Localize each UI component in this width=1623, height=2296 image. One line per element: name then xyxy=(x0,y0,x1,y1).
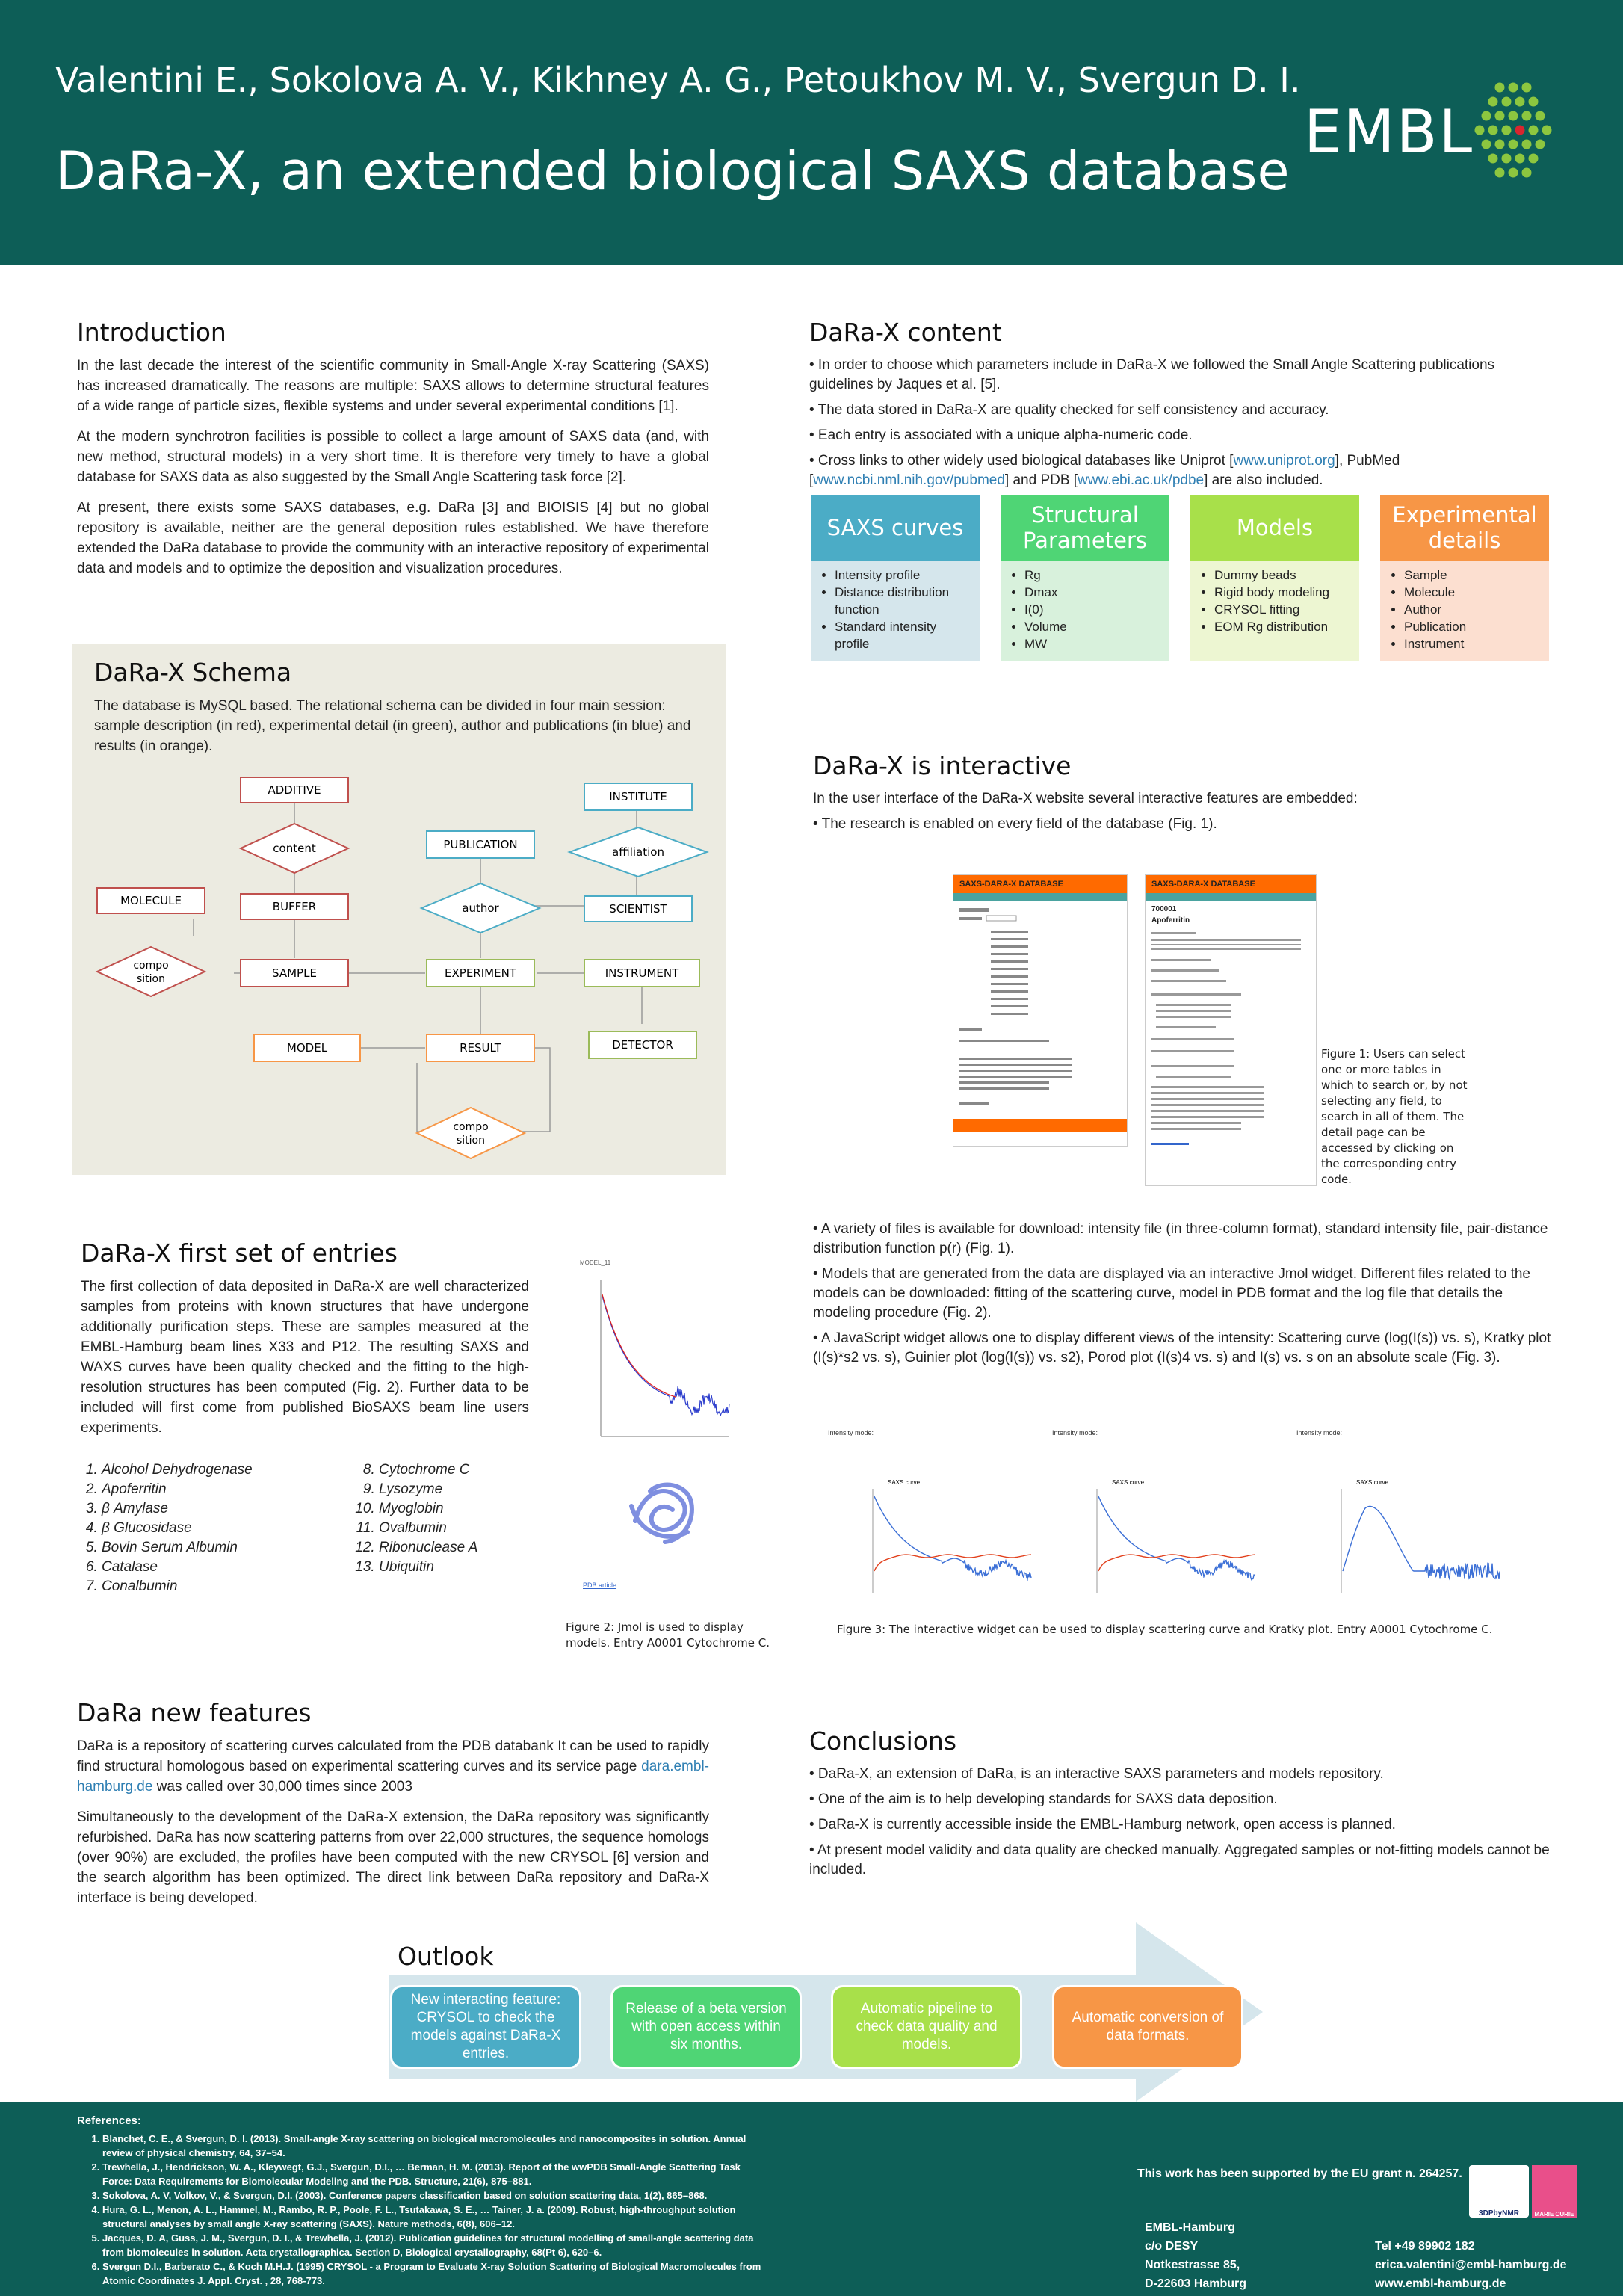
category-title: Structural Parameters xyxy=(1001,495,1169,561)
logo-dot xyxy=(1482,140,1491,149)
address-line: D-22603 Hamburg xyxy=(1145,2277,1247,2290)
er-node-scientist xyxy=(584,896,692,922)
address-line: Notkestrasse 85, xyxy=(1145,2259,1240,2271)
jmol-protein-model-icon xyxy=(620,1469,710,1551)
er-node-affiliation xyxy=(569,827,707,877)
er-node-label: MODEL xyxy=(286,1041,328,1055)
er-node-detector xyxy=(589,1031,696,1058)
protein-list-item: 5. Bovin Serum Albumin xyxy=(102,1538,347,1558)
figure-1-caption: Figure 1: Users can select one or more tables in which to search or, by not selecting any field, to search in all of them. The detail page can be accessed by clicking on the corresponding entry code. xyxy=(1321,1047,1468,1186)
er-node-additive xyxy=(241,777,348,803)
er-node-label: compo xyxy=(453,1121,489,1133)
logo-dot xyxy=(1536,140,1545,149)
category-card xyxy=(1001,495,1169,661)
conclusion-bullet: • DaRa-X, an extension of DaRa, is an interactive SAXS parameters and models repository. xyxy=(809,1766,1384,1782)
interactive-bullets xyxy=(813,1220,1553,1374)
scattering-series xyxy=(1343,1507,1500,1579)
category-title: SAXS curves xyxy=(811,495,980,561)
intensity-plot xyxy=(828,1429,1045,1599)
protein-list-item: 9. Lysozyme xyxy=(379,1480,549,1499)
logo-dot xyxy=(1515,126,1525,135)
logo-dot xyxy=(1529,126,1539,135)
reference-item: 5. Jacques, D. A, Guss, J. M., Svergun, D. I., & Trewhella, J. (2012). Publication guidelines for structural modelling of small-angle scattering data from biomolecules in solution. Acta crystallographica. Section D, Biological crystallography, 68(Pt 6), 620–6. xyxy=(102,2231,764,2259)
uniprot-link[interactable]: www.uniprot.org xyxy=(1233,453,1335,469)
protein-list-item: 2. Apoferritin xyxy=(102,1480,347,1499)
new-features-section xyxy=(77,1698,709,1919)
logo-dot xyxy=(1509,140,1518,149)
entries-heading: DaRa-X first set of entries xyxy=(81,1238,398,1268)
contact-line: Tel +49 89902 182 xyxy=(1375,2240,1475,2253)
entry-name: Apoferritin xyxy=(1151,916,1190,925)
address-block xyxy=(1145,2218,1246,2293)
logo-dot xyxy=(1488,97,1498,107)
scattering-series xyxy=(1098,1496,1255,1580)
figure-3-caption: Figure 3: The interactive widget can be used to display scattering curve and Kratky plot. Entry A0001 Cytochrome C. xyxy=(837,1623,1493,1636)
logo-dot xyxy=(1515,97,1525,107)
logo-dot xyxy=(1495,168,1505,178)
er-node-label: RESULT xyxy=(460,1041,501,1055)
funding-note: This work has been supported by the EU grant n. 264257. xyxy=(1137,2167,1462,2180)
pdbe-link[interactable]: www.ebi.ac.uk/pdbe xyxy=(1078,472,1205,488)
detail-page-screenshot xyxy=(1145,874,1317,1186)
figure-2-caption: Figure 2: Jmol is used to display models. Entry A0001 Cytochrome C. xyxy=(566,1620,770,1650)
intro-paragraph: At present, there exists some SAXS databases, e.g. DaRa [3] and BIOISIS [4] but no global repository is available, neither are the general deposition rules established. We have therefore extended the DaRa database to provide the community with an interactive repository of experimental data and models and to optimize the deposition and visualization procedures. xyxy=(77,500,709,576)
logo-dot xyxy=(1495,111,1505,121)
protein-list-item: 12. Ribonuclease A xyxy=(379,1538,549,1558)
logo-dot xyxy=(1522,83,1532,93)
search-form-sketch xyxy=(953,901,1127,1132)
content-bullet: • In order to choose which parameters include in DaRa-X we followed the Small Angle Scattering publications guidelines by Jaques et al. [5]. xyxy=(809,357,1495,392)
address-line: EMBL-Hamburg xyxy=(1145,2221,1235,2234)
entry-code: 700001 xyxy=(1151,905,1177,913)
intensity-mode-label: Intensity mode: xyxy=(1296,1429,1343,1436)
intro-paragraph: In the last decade the interest of the scientific community in Small-Angle X-ray Scattering (SAXS) has increased dramatically. The reasons are multiple: SAXS allows to determine structural features of a wide range of particle sizes, flexible systems and under several experimental conditions [1]. xyxy=(77,358,709,414)
interactive-bullet: • Models that are generated from the data are displayed via an interactive Jmol widget. Different files related to the models can be downloaded: fitting of the scattering curve, model in PDB format and the log file that details the modeling procedure (Fig. 2). xyxy=(813,1266,1530,1321)
logo-dot xyxy=(1522,168,1532,178)
protein-list-left xyxy=(78,1460,347,1596)
outlook-item: Automatic conversion of data formats. xyxy=(1052,1985,1243,2069)
er-node-label: sition xyxy=(456,1135,486,1147)
category-item: • Volume xyxy=(1024,618,1162,635)
category-item: • I(0) xyxy=(1024,601,1162,618)
pubmed-link[interactable]: www.ncbi.nml.nih.gov/pubmed xyxy=(813,472,1005,488)
content-section xyxy=(809,318,1553,496)
logo-dot xyxy=(1529,97,1539,107)
logo-dot xyxy=(1502,126,1512,135)
category-item: • Rg xyxy=(1024,567,1162,584)
protein-list-item: 6. Catalase xyxy=(102,1558,347,1577)
er-node-publication xyxy=(427,831,534,858)
interactive-bullet: • A variety of files is available for download: intensity file (in three-column format), standard intensity file, pair-distance distribution function p(r) (Fig. 1). xyxy=(813,1221,1548,1256)
interactive-heading: DaRa-X is interactive xyxy=(813,751,1072,780)
address-line: c/o DESY xyxy=(1145,2240,1199,2253)
er-node-label: DETECTOR xyxy=(612,1038,673,1052)
er-node-label: sition xyxy=(136,973,166,985)
category-title: Experimental details xyxy=(1380,495,1549,561)
er-node-label: affiliation xyxy=(612,845,664,859)
plot-canvas xyxy=(828,1436,1045,1593)
introduction-section xyxy=(77,318,709,589)
er-node-experiment xyxy=(427,960,534,987)
protein-list-item: 13. Ubiquitin xyxy=(379,1558,549,1577)
screenshot-title: SAXS-DARA-X DATABASE xyxy=(953,875,1127,893)
outlook-item: Release of a beta version with open access within six months. xyxy=(610,1985,802,2069)
er-node-molecule xyxy=(97,888,205,913)
er-node-author xyxy=(421,883,540,933)
protein-list-item: 4. β Glucosidase xyxy=(102,1519,347,1538)
logo-dot xyxy=(1502,154,1512,164)
conclusions-section xyxy=(809,1726,1553,1886)
contact-line[interactable]: erica.valentini@embl-hamburg.de xyxy=(1375,2259,1567,2271)
category-item: • Dummy beads xyxy=(1214,567,1352,584)
protein-list-item: 3. β Amylase xyxy=(102,1499,347,1519)
logo-dot xyxy=(1542,126,1552,135)
search-page-screenshot xyxy=(953,874,1128,1147)
references-heading: References: xyxy=(77,2114,141,2127)
protein-list-item: 1. Alcohol Dehydrogenase xyxy=(102,1460,347,1480)
category-item: • Publication xyxy=(1404,618,1542,635)
er-node-sample xyxy=(241,960,348,987)
3dpbynmr-logo: 3DPbyNMR xyxy=(1469,2165,1529,2218)
references-list xyxy=(77,2132,764,2288)
er-node-label: compo xyxy=(133,960,169,972)
contact-block xyxy=(1375,2237,1567,2293)
category-item: • Rigid body modeling xyxy=(1214,584,1352,601)
reference-item: 1. Blanchet, C. E., & Svergun, D. I. (2013). Small-angle X-ray scattering on biological macromolecules and nanocomposites in solution. Annual review of physical chemistry, 64, 37–54. xyxy=(102,2132,764,2160)
protein-list-right xyxy=(355,1460,549,1577)
embl-logo-text: EMBL xyxy=(1304,97,1474,167)
reference-item: 6. Svergun D.I., Barberato C., & Koch M.H.J. (1995) CRYSOL - a Program to Evaluate X-ray Solution Scattering of Biological Macromolecules from Atomic Coordinates J. Appl. Cryst. , 28, 768-773. xyxy=(102,2259,764,2288)
category-item: • Dmax xyxy=(1024,584,1162,601)
er-node-label: author xyxy=(462,901,499,915)
reference-item: 2. Trewhella, J., Hendrickson, W. A., Kleywegt, G.J., Svergun, D.I., … Berman, H. M. (2013). Report of the wwPDB Small-Angle Scattering Task Force: Data Requirements for Biomolecular Modeling and the PDB. Structure, 21(6), 875–881. xyxy=(102,2160,764,2188)
poster-title: DaRa-X, an extended biological SAXS database xyxy=(55,141,1290,202)
marie-curie-logo: MARIE CURIE xyxy=(1532,2165,1577,2218)
category-item: • Author xyxy=(1404,601,1542,618)
new-features-paragraph: Simultaneously to the development of the DaRa-X extension, the DaRa repository was significantly refurbished. DaRa has now scattering patterns from over 22,000 structures, the sequence homologs (over 90%) are excluded, the profiles have been computed with the new CRYSOL [6] version and the search algorithm has been optimized. The direct link between DaRa repository and DaRa-X interface is being developed. xyxy=(77,1809,709,1906)
interactive-bullet: • The research is enabled on every field of the database (Fig. 1). xyxy=(813,816,1217,832)
er-node-label: content xyxy=(273,842,316,855)
er-node-buffer xyxy=(241,894,348,919)
logo-dot xyxy=(1509,111,1518,121)
er-node-instrument xyxy=(584,960,699,987)
logo-dot xyxy=(1522,140,1532,149)
reference-item: 3. Sokolova, A. V, Volkov, V., & Svergun, D.I. (2003). Conference papers classification based on solution scattering data, 1(2), 865–868. xyxy=(102,2188,764,2203)
protein-list-item: 10. Myoglobin xyxy=(379,1499,549,1519)
conclusions-heading: Conclusions xyxy=(809,1726,957,1756)
new-features-paragraph: DaRa is a repository of scattering curves calculated from the PDB databank It can be used to rapidly find structural homologous based on experimental scattering curves and its service page dara.embl-hamburg.de was called over 30,000 times since 2003 xyxy=(77,1738,709,1794)
category-item: • Standard intensity profile xyxy=(835,618,972,652)
category-item: • Sample xyxy=(1404,567,1542,584)
logo-dot xyxy=(1475,126,1485,135)
embl-hexagon-logo-icon xyxy=(1457,71,1569,191)
intro-paragraph: At the modern synchrotron facilities is possible to collect a large amount of SAXS data (and, with new method, structural models) in a very short time. It is therefore very timely to have a global database for SAXS data as also suggested by the Small Angle Scattering task force [2]. xyxy=(77,429,709,485)
category-title: Models xyxy=(1190,495,1359,561)
content-bullet: • Each entry is associated with a unique alpha-numeric code. xyxy=(809,428,1193,443)
content-bullet-links: • Cross links to other widely used biological databases like Uniprot [www.uniprot.org], PubMed [www.ncbi.nml.nih.gov/pubmed] and PDB [www.ebi.ac.uk/pdbe] are also included. xyxy=(809,453,1400,488)
pdb-article-link[interactable]: PDB article xyxy=(583,1581,617,1589)
logo-dot xyxy=(1502,97,1512,107)
category-item: • Intensity profile xyxy=(835,567,972,584)
intensity-mode-label: Intensity mode: xyxy=(1052,1429,1098,1436)
category-item: • CRYSOL fitting xyxy=(1214,601,1352,618)
interactive-section xyxy=(813,751,1553,840)
logo-dot xyxy=(1495,83,1505,93)
logo-dot xyxy=(1515,154,1525,164)
er-node-label: SCIENTIST xyxy=(609,902,667,916)
er-diagram xyxy=(72,644,726,1175)
new-features-heading: DaRa new features xyxy=(77,1698,312,1727)
intensity-plot xyxy=(1296,1429,1513,1599)
jmol-header: MODEL_11 xyxy=(580,1259,611,1266)
er-node-content xyxy=(241,824,348,873)
fit-series xyxy=(874,1555,1031,1571)
interactive-intro: In the user interface of the DaRa-X website several interactive features are embedded: xyxy=(813,791,1358,806)
schema-description: The database is MySQL based. The relational schema can be divided in four main session: sample description (in red), experimental detail (in green), author and publications (in blue) and results (in orange). xyxy=(94,698,691,754)
er-node-label: BUFFER xyxy=(272,900,317,913)
er-node-label: MOLECULE xyxy=(120,894,182,907)
interactive-bullet: • A JavaScript widget allows one to display different views of the intensity: Scattering curve (log(I(s)) vs. s), Kratky plot (I(s)*s2 vs. s), Guinier plot (log(I(s)) vs. s2), Porod plot (I(s)4 vs. s) and I(s) vs. s on an absolute scale (Fig. 3). xyxy=(813,1330,1551,1365)
authors: Valentini E., Sokolova A. V., Kikhney A. G., Petoukhov M. V., Svergun D. I. xyxy=(55,60,1301,100)
conclusion-bullet: • DaRa-X is currently accessible inside the EMBL-Hamburg network, open access is planned. xyxy=(809,1817,1396,1833)
dara-link[interactable]: dara.embl-hamburg.de xyxy=(77,1759,709,1794)
logo-dot xyxy=(1482,111,1491,121)
content-heading: DaRa-X content xyxy=(809,318,1002,347)
reference-item: 4. Hura, G. L., Menon, A. L., Hammel, M., Rambo, R. P., Poole, F. L., Tsutakawa, S. E., … Tainer, J. a. (2009). Robust, high-throughput solution structural analyses by small angle X-ray scattering (SAXS). Nature methods, 6(8), 606–12. xyxy=(102,2203,764,2231)
er-node-label: SAMPLE xyxy=(272,966,317,980)
category-item: • Molecule xyxy=(1404,584,1542,601)
logo-dot xyxy=(1488,126,1498,135)
category-card xyxy=(1380,495,1549,661)
plot-title: SAXS curve xyxy=(1112,1479,1145,1486)
content-bullet: • The data stored in DaRa-X are quality checked for self consistency and accuracy. xyxy=(809,402,1329,418)
er-node-label: INSTRUMENT xyxy=(605,966,679,980)
er-node-label: INSTITUTE xyxy=(609,790,667,803)
logo-dot xyxy=(1509,168,1518,178)
category-card xyxy=(1190,495,1359,661)
logo-dot xyxy=(1536,111,1545,121)
er-node-composition1 xyxy=(97,947,205,996)
detail-text-sketch xyxy=(1146,926,1316,1173)
plot-canvas xyxy=(1052,1436,1269,1593)
contact-line[interactable]: www.embl-hamburg.de xyxy=(1375,2277,1506,2290)
schema-heading: DaRa-X Schema xyxy=(94,658,292,687)
crysol-fit-plot xyxy=(580,1259,741,1469)
intensity-mode-label: Intensity mode: xyxy=(828,1429,874,1436)
plot-canvas xyxy=(1296,1436,1513,1593)
conclusion-bullet: • One of the aim is to help developing standards for SAXS data deposition. xyxy=(809,1792,1278,1807)
er-node-label: ADDITIVE xyxy=(268,783,321,797)
er-node-label: PUBLICATION xyxy=(443,838,518,851)
intensity-plot xyxy=(1052,1429,1269,1599)
logo-dot xyxy=(1522,111,1532,121)
er-node-composition2 xyxy=(417,1108,525,1158)
outlook-heading: Outlook xyxy=(398,1942,494,1971)
category-item: • EOM Rg distribution xyxy=(1214,618,1352,635)
er-node-result xyxy=(427,1034,534,1061)
outlook-item: New interacting feature: CRYSOL to check the models against DaRa-X entries. xyxy=(390,1985,581,2069)
scattering-series xyxy=(874,1496,1031,1579)
logo-dot xyxy=(1509,83,1518,93)
plot-title: SAXS curve xyxy=(1356,1479,1389,1486)
logo-dot xyxy=(1529,154,1539,164)
er-node-model xyxy=(254,1034,360,1061)
category-item: • Instrument xyxy=(1404,635,1542,652)
outlook-item: Automatic pipeline to check data quality and models. xyxy=(831,1985,1022,2069)
introduction-heading: Introduction xyxy=(77,318,226,347)
logo-dot xyxy=(1488,154,1498,164)
er-node-institute xyxy=(584,783,692,810)
plot-title: SAXS curve xyxy=(888,1479,921,1486)
entries-paragraph: The first collection of data deposited in DaRa-X are well characterized samples from proteins with known structures that have undergone additionally purification steps. These are samples measured at the EMBL-Hamburg beam lines X33 and P12. The resulting SAXS and WAXS curves have been quality checked and the fitting to the high-resolution structures has been computed (Fig. 2). Further data to be included will first come from published BioSAXS beam line users experiments. xyxy=(81,1279,529,1436)
screenshot-title: SAXS-DARA-X DATABASE xyxy=(1146,875,1316,893)
entries-section xyxy=(81,1238,529,1448)
protein-list-item: 11. Ovalbumin xyxy=(379,1519,549,1538)
category-card xyxy=(811,495,980,661)
category-item: • Distance distribution function xyxy=(835,584,972,618)
protein-list-item: 8. Cytochrome C xyxy=(379,1460,549,1480)
logo-dot xyxy=(1495,140,1505,149)
protein-list-item: 7. Conalbumin xyxy=(102,1577,347,1596)
er-node-label: EXPERIMENT xyxy=(445,966,516,980)
category-item: • MW xyxy=(1024,635,1162,652)
conclusion-bullet: • At present model validity and data quality are checked manually. Aggregated samples or not-fitting models cannot be included. xyxy=(809,1842,1550,1877)
fit-curve-sketch xyxy=(580,1266,741,1460)
